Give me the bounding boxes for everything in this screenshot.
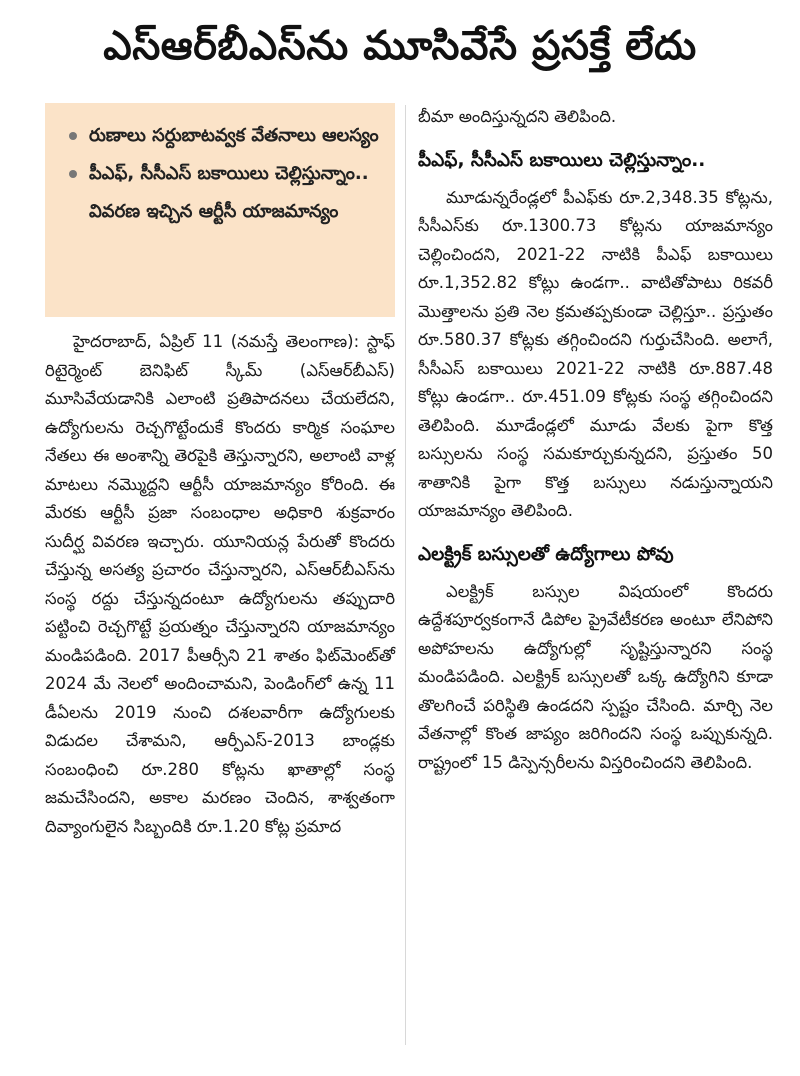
article-body-left: హైదరాబాద్, ఏప్రిల్ 11 (నమస్తే తెలంగాణ): స్టాఫ్ రిటైర్మెంట్ బెనిఫిట్ స్కీమ్ (ఎస్ఆర్‌బీఎస్) మూసివేయడానికి ఎలాంటి ప్రతిపాదనలు చేయలేదని, ఉద్యోగులను రెచ్చగొట్టేందుకే కొందరు కార్మిక సంఘాల నేతలు ఈ అంశాన్ని తెరపైకి తెస్తున్నారని, అలాంటి వాళ్ల మాటలు నమ్మొద్దని ఆర్టీసీ యాజమాన్యం కోరింది. ఈ మేరకు ఆర్టీసీ ప్రజా సంబంధాల అధికారి శుక్రవారం సుదీర్ఘ వివరణ ఇచ్చారు. యూనియన్ల పేరుతో కొందరు చేస్తున్న అసత్య ప్రచారం చేస్తున్నారని, ఎస్ఆర్‌బీఎస్‌ను సంస్థ రద్దు చేస్తున్నదంటూ ఉద్యోగులను తప్పుదారి పట్టించి రెచ్చగొట్టే ప్రయత్నం చేస్తున్నారని యాజమాన్యం మండిపడింది. 2017 పీఆర్సీని 21 శాతం ఫిట్‌మెంట్‌తో 2024 మే నెలలో అందించామని, పెండింగ్‌లో ఉన్న 11 డీఏలను 2019 నుంచి దశలవారీగా ఉద్యోగులకు విడుదల చేశామని, ఆర్పీఎస్-2013 బాండ్లకు సంబంధించి రూ.280 కోట్లను ఖాతాల్లో సంస్థ జమచేసిందని, అకాల మరణం చెందిన, శాశ్వతంగా దివ్యాంగులైన సిబ్బందికి రూ.1.20 కోట్ల ప్రమాద [45,332,395,836]
highlights-box [45,103,395,317]
highlight-text: రుణాలు సర్దుబాటవ్వక వేతనాలు ఆలస్యం [89,125,379,146]
left-column [45,328,395,841]
bullet-icon [69,170,77,178]
article-body-electric-buses: ఎలక్ట్రిక్ బస్సుల విషయంలో కొందరు ఉద్దేశపూర్వకంగానే డిపోల ప్రైవేటీకరణ అంటూ లేనిపోని అపోహలను ఉద్యోగుల్లో సృష్టిస్తున్నారని సంస్థ మండిపడింది. ఎలక్ట్రిక్ బస్సులతో ఒక్క ఉద్యోగిని కూడా తొలగించే పరిస్థితి ఉండదని స్పష్టం చేసింది. మార్చి నెల వేతనాల్లో కొంత జాప్యం జరిగిందని సంస్థ ఒప్పుకున్నది. రాష్ట్రంలో 15 డిస్పెన్సరీలను విస్తరించిందని తెలిపింది. [418,581,773,772]
highlight-item [67,155,381,231]
article-body-pf-ccs: మూడున్నరేండ్లలో పీఎఫ్‌కు రూ.2,348.35 కోట్లను, సీసీఎస్‌కు రూ.1300.73 కోట్లను యాజమాన్యం చెల్లించిందని, 2021-22 నాటికి పీఎఫ్ బకాయిలు రూ.1,352.82 కోట్లు ఉండగా.. వాటితోపాటు రికవరీ మొత్తాలను ప్రతి నెల క్రమతప్పకుండా చెల్లిస్తూ.. ప్రస్తుతం రూ.580.37 కోట్లకు తగ్గించిందని గుర్తుచేసింది. అలాగే, సీసీఎస్ బకాయిలు 2021-22 నాటికి రూ.887.48 కోట్లు ఉండగా.. రూ.451.09 కోట్లకు సంస్థ తగ్గించిందని తెలిపింది. మూడేండ్లలో మూడు వేలకు పైగా కొత్త బస్సులను సంస్థ సమకూర్చుకున్నదని, ప్రస్తుతం 50 శాతానికి పైగా కొత్త బస్సులు నడుస్తున్నాయని యాజమాన్యం తెలిపింది. [418,187,773,520]
right-column [418,103,773,777]
article-continuation: బీమా అందిస్తున్నదని తెలిపింది. [418,107,617,126]
subheading-pf-ccs: పీఎఫ్, సీసీఎస్ బకాయిలు చెల్లిస్తున్నాం.. [418,149,706,171]
subheading-electric-buses: ఎలక్ట్రిక్ బస్సులతో ఉద్యోగాలు పోవు [418,543,674,565]
highlight-item [67,117,381,155]
highlight-text: పీఎఫ్, సీసీఎస్ బకాయిలు చెల్లిస్తున్నాం.. వివరణ ఇచ్చిన ఆర్టీసీ యాజమాన్యం [89,163,369,222]
headline: ఎస్ఆర్‌బీఎస్‌ను మూసివేసే ప్రసక్తే లేదు [103,23,697,69]
column-divider [405,105,406,1045]
bullet-icon [69,132,77,140]
